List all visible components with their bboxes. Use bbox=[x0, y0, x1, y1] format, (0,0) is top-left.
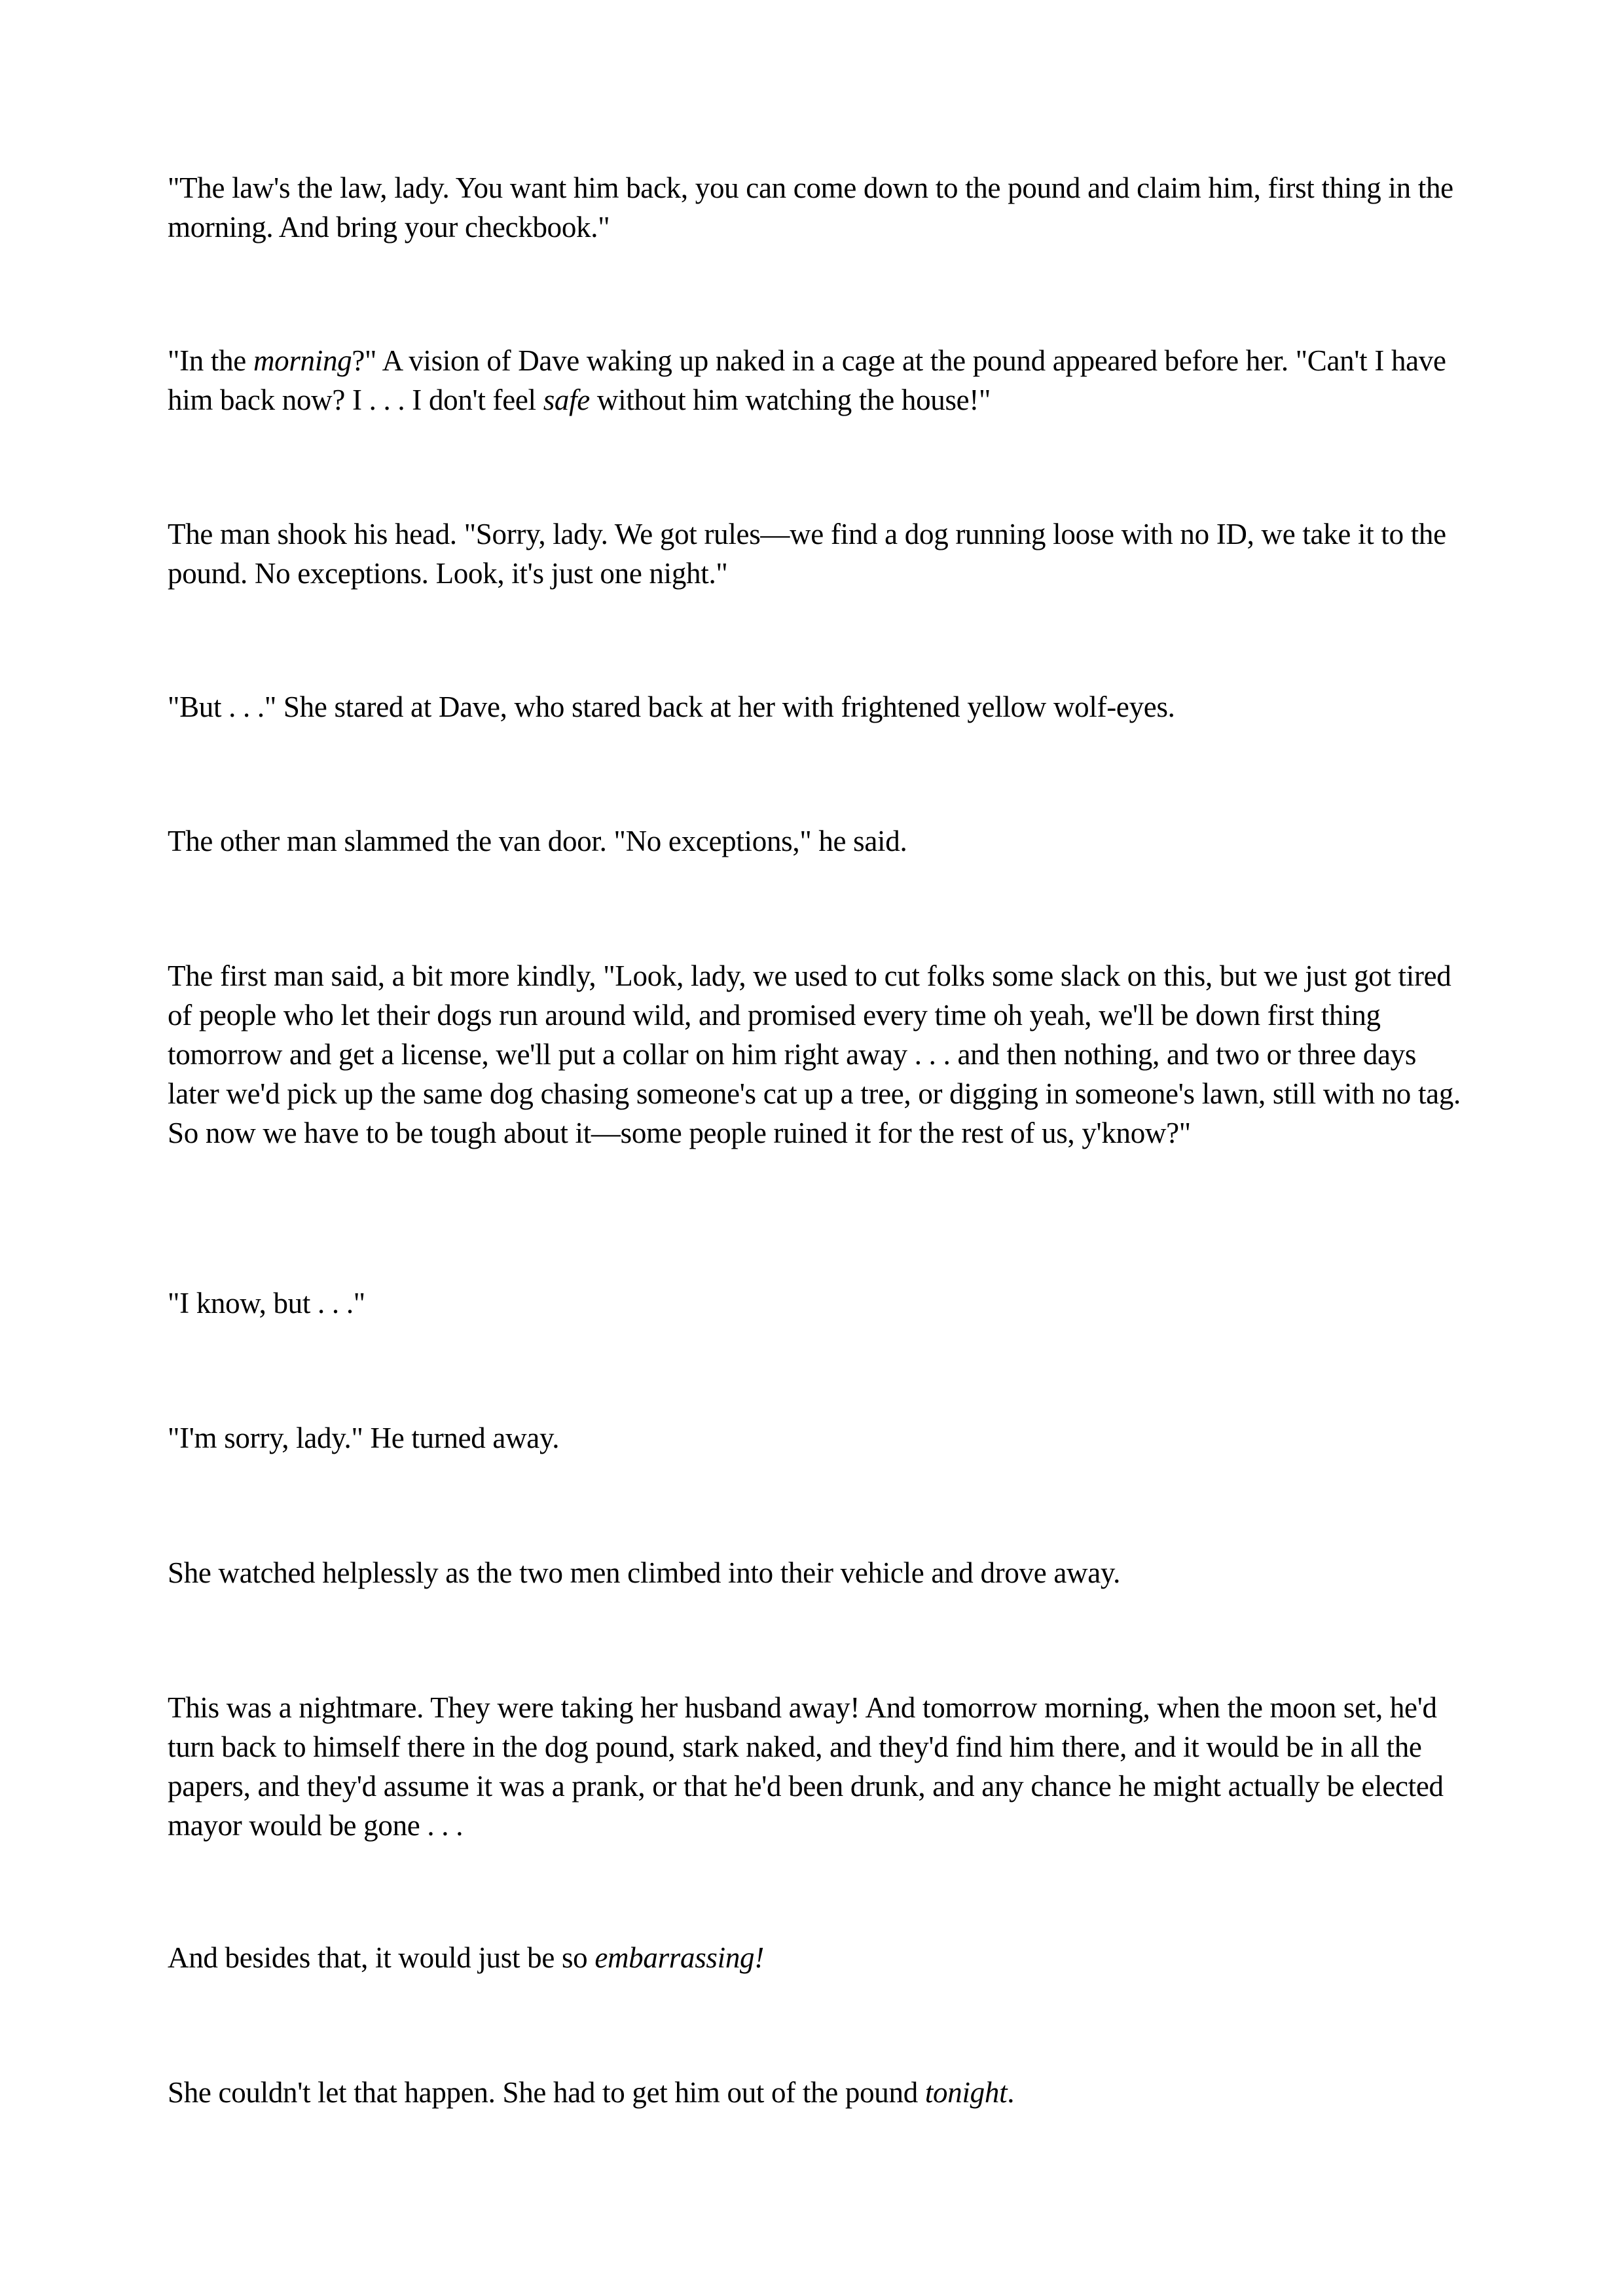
paragraph bbox=[168, 821, 1470, 861]
text-run: "I'm sorry, lady." He turned away. bbox=[168, 1422, 560, 1454]
paragraph bbox=[168, 1688, 1470, 1845]
text-run: "The law's the law, lady. You want him back, you can come down to the pound and claim him, first thing in the morning. And bring your checkbook." bbox=[168, 171, 1453, 243]
paragraph bbox=[168, 1418, 1470, 1458]
paragraph bbox=[168, 1283, 1470, 1323]
italic-text: embarrassing! bbox=[594, 1941, 764, 1974]
paragraph bbox=[168, 687, 1470, 726]
paragraph bbox=[168, 1553, 1470, 1592]
paragraph bbox=[168, 1938, 1470, 1977]
paragraph bbox=[168, 341, 1470, 420]
text-run: "I know, but . . ." bbox=[168, 1287, 365, 1319]
paragraph bbox=[168, 514, 1470, 593]
text-run: ?" A vision of Dave waking up naked in a cage at the pound appeared before her. "Can't I have him back now? I . . . I don't feel bbox=[168, 344, 1446, 416]
text-run: And besides that, it would just be so bbox=[168, 1941, 595, 1974]
paragraph bbox=[168, 956, 1470, 1153]
text-run: "In the bbox=[168, 344, 253, 377]
text-run: She watched helplessly as the two men climbed into their vehicle and drove away. bbox=[168, 1556, 1121, 1589]
text-run: The first man said, a bit more kindly, "Look, lady, we used to cut folks some slack on this, but we just got tired of people who let their dogs run around wild, and promised every time oh yeah, we'll be down first thing tomorrow and get a license, we'll put a collar on him right away . . . and then nothing, and two or three days later we'd pick up the same dog chasing someone's cat up a tree, or digging in someone's lawn, still with no tag. So now we have to be tough about it—some people ruined it for the rest of us, y'know?" bbox=[168, 960, 1461, 1149]
paragraph bbox=[168, 168, 1470, 247]
text-run: The man shook his head. "Sorry, lady. We got rules—we find a dog running loose with no ID, we take it to the pound. No exceptions. Look, it's just one night." bbox=[168, 518, 1446, 590]
text-run: She couldn't let that happen. She had to get him out of the pound bbox=[168, 2076, 925, 2109]
text-run: without him watching the house!" bbox=[589, 384, 991, 416]
text-run: "But . . ." She stared at Dave, who stared back at her with frightened yellow wolf-eyes. bbox=[168, 691, 1175, 723]
italic-text: tonight bbox=[924, 2076, 1008, 2109]
text-run: This was a nightmare. They were taking her husband away! And tomorrow morning, when the moon set, he'd turn back to himself there in the dog pound, stark naked, and they'd find him there, and it would be in all the papers, and they'd assume it was a prank, or that he'd been drunk, and any chance he might actually be elected mayor would be gone . . . bbox=[168, 1691, 1444, 1842]
paragraph bbox=[168, 2073, 1470, 2112]
text-run: . bbox=[1007, 2076, 1015, 2109]
italic-text: morning bbox=[253, 344, 352, 377]
italic-text: safe bbox=[543, 384, 590, 416]
text-run: The other man slammed the van door. "No exceptions," he said. bbox=[168, 825, 907, 857]
